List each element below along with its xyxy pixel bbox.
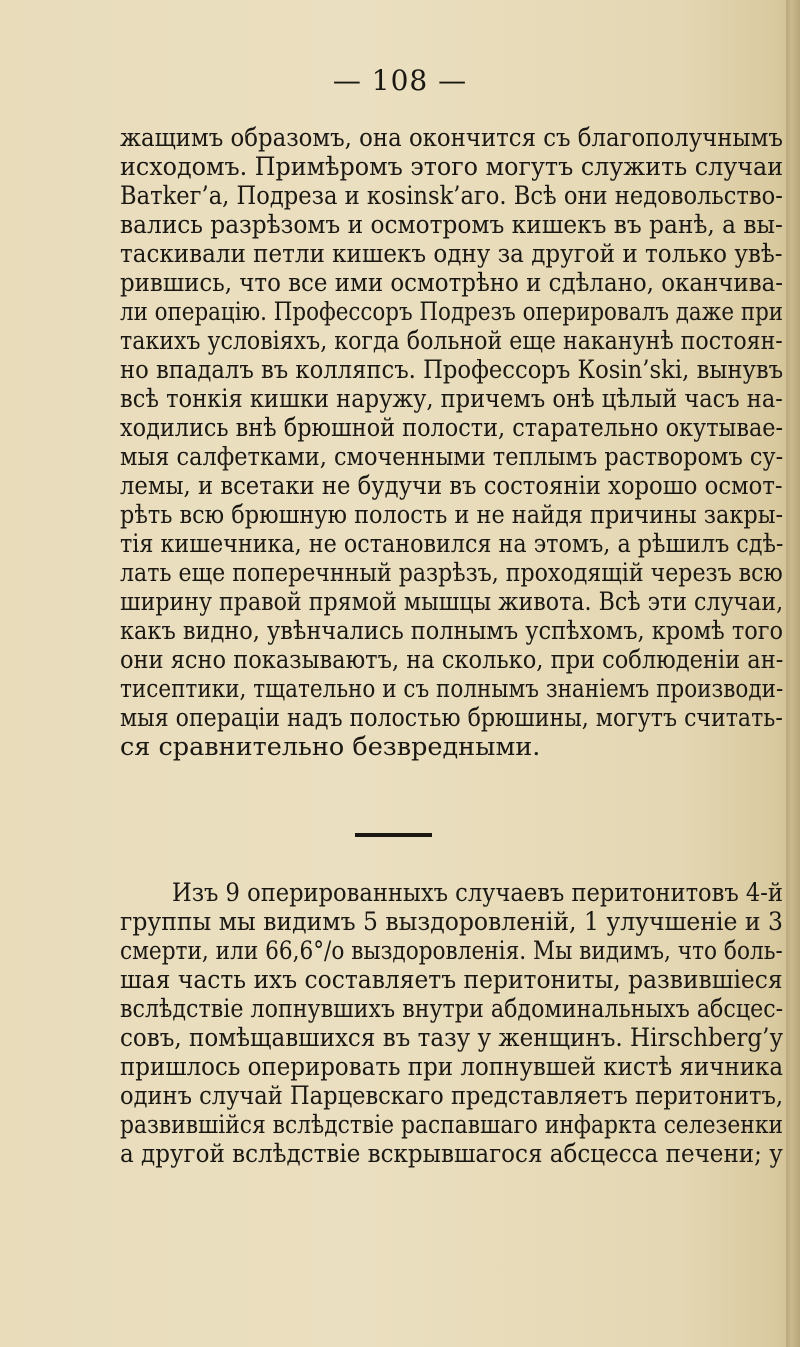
text-line: развившійся вслѣдствіе распавшаго инфаркта селезенки [120,1110,784,1140]
text-line: лемы, и всетаки не будучи въ состояніи хорошо осмот- [120,471,783,501]
text-line: рившись, что все ими осмотрѣно и сдѣлано, оканчива- [120,268,783,298]
text-line: Ватkег’а, Подреза и коsinsk’аго. Всѣ они недовольство- [120,181,783,211]
text-line: ся сравнительно безвредными. [120,732,541,762]
text-line: рѣть всю брюшную полость и не найдя причины закры- [120,500,784,530]
text-line: группы мы видимъ 5 выздоровленій, 1 улучшеніе и 3 [120,907,784,937]
text-line: смерти, или 66,6°/о выздоровленія. Мы видимъ, что боль- [120,936,783,966]
text-line: они ясно показываютъ, на сколько, при соблюденіи ан- [120,645,784,675]
section-divider [355,833,432,837]
text-line: тія кишечника, не остановился на этомъ, а рѣшилъ сдѣ- [120,529,784,559]
page-number: — 108 — [332,64,468,97]
text-line: какъ видно, увѣнчались полнымъ успѣхомъ, кромѣ того [120,616,784,646]
text-line: ходились внѣ брюшной полости, старательно окутывае- [120,413,784,443]
text-line: одинъ случай Парцевскаго представляетъ перитонитъ, [120,1081,784,1111]
text-line: исходомъ. Примѣромъ этого могутъ служить случаи [120,152,784,182]
text-line: Изъ 9 оперированныхъ случаевъ перитонитовъ 4-й [172,878,783,908]
text-line: тисептики, тщательно и съ полнымъ знаніемъ производи- [120,674,784,704]
text-line: вслѣдствіе лопнувшихъ внутри абдоминальныхъ абсцес- [120,994,784,1024]
text-line: такихъ условіяхъ, когда больной еще наканунѣ постоян- [120,326,783,356]
text-line: жащимъ образомъ, она окончится съ благополучнымъ [120,123,783,153]
text-line: мыя салфетками, смоченными теплымъ растворомъ су- [120,442,784,472]
text-line: вались разрѣзомъ и осмотромъ кишекъ въ ранѣ, а вы- [120,210,783,240]
text-line: всѣ тонкія кишки наружу, причемъ онѣ цѣлый часъ на- [120,384,783,414]
text-line: а другой вслѣдствіе вскрывшагося абсцесса печени; у [120,1139,783,1169]
text-line: таскивали петли кишекъ одну за другой и только увѣ- [120,239,783,269]
page-edge [786,0,800,1347]
text-line: мыя операціи надъ полостью брюшины, могутъ считать- [120,703,783,733]
text-line: но впадалъ въ колляпсъ. Профессоръ Коsin’ski, вынувъ [120,355,784,385]
text-line: ли операцію. Профессоръ Подрезъ оперировалъ даже при [120,297,784,327]
text-line: пришлось оперировать при лопнувшей кистѣ яичника [120,1052,784,1082]
text-line: совъ, помѣщавшихся въ тазу у женщинъ. Нirschberg’у [120,1023,784,1053]
text-line: шая часть ихъ составляетъ перитониты, развившіеся [120,965,783,995]
text-line: ширину правой прямой мышцы живота. Всѣ эти случаи, [120,587,784,617]
text-line: лать еще поперечнный разрѣзъ, проходящій черезъ всю [120,558,783,588]
